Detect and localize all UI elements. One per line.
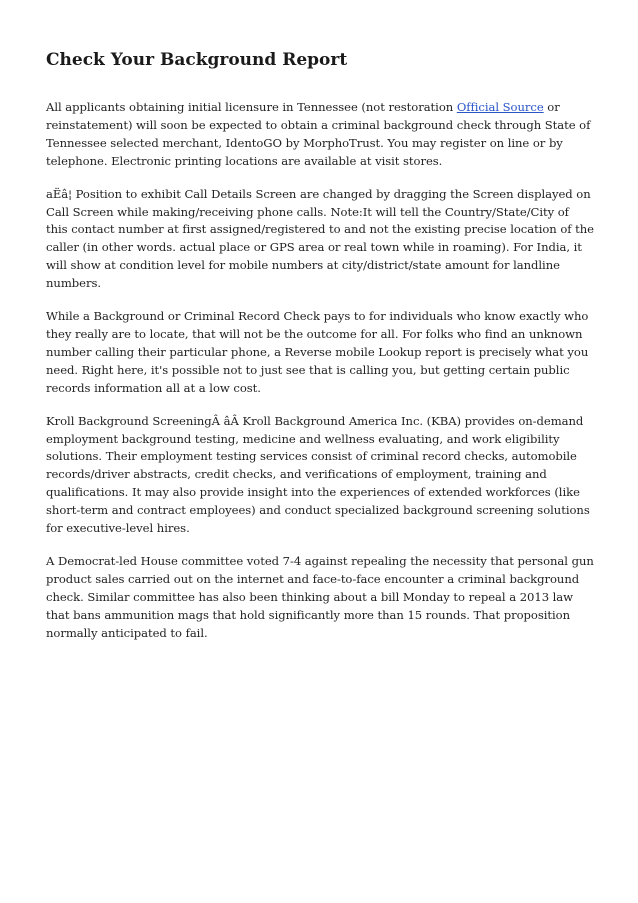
- paragraph-house-committee: A Democrat-led House committee voted 7-4 against repealing the necessity that personal gun product sales carried out on the internet and face-to-face encounter a criminal background check. Similar committee has also been thinking about a bill Monday to repeal a 2013 law that bans ammunition mags that hold significantly more than 15 rounds. That proposition normally anticipated to fail.: [46, 553, 594, 640]
- paragraph-call-details: aËâ¦ Position to exhibit Call Details Screen are changed by dragging the Screen displayed on Call Screen while making/receiving phone calls. Note:It will tell the Country/State/City of this contact number at first assigned/registered to and not the existing precise location of the caller (in other words. actual place or GPS area or real town while in roaming). For India, it will show at condition level for mobile numbers at city/district/state amount for landline numbers.: [46, 186, 594, 291]
- paragraph-licensure-text-after: or reinstatement) will soon be expected to obtain a criminal background check through State of Tennessee selected merchant, IdentoGO by MorphoTrust. You may register on line or by telephone. Electronic printing locations are available at visit stores.: [46, 100, 591, 168]
- paragraph-licensure: [46, 99, 594, 171]
- paragraph-licensure-text-before: All applicants obtaining initial licensure in Tennessee (not restoration: [46, 100, 457, 114]
- page-title: Check Your Background Report: [46, 50, 348, 70]
- official-source-link[interactable]: Official Source: [456, 100, 544, 114]
- paragraph-reverse-lookup: While a Background or Criminal Record Check pays to for individuals who know exactly who they really are to locate, that will not be the outcome for all. For folks who find an unknown number calling their particular phone, a Reverse mobile Lookup report is precisely what you need. Right here, it's possible not to just see that is calling you, but getting certain public records information all at a low cost.: [46, 309, 589, 395]
- document-page: [46, 48, 594, 657]
- paragraph-kroll-screening: Kroll Background ScreeningÂ âÂ Kroll Background America Inc. (KBA) provides on-demand employment background testing, medicine and wellness evaluating, and work eligibility solutions. Their employment testing services consist of criminal record checks, automobile records/driver abstracts, credit checks, and verifications of employment, training and qualifications. It may also provide insight into the experiences of extended workforces (like short-term and contract employees) and conduct specialized background screening solutions for executive-level hires.: [46, 413, 590, 536]
